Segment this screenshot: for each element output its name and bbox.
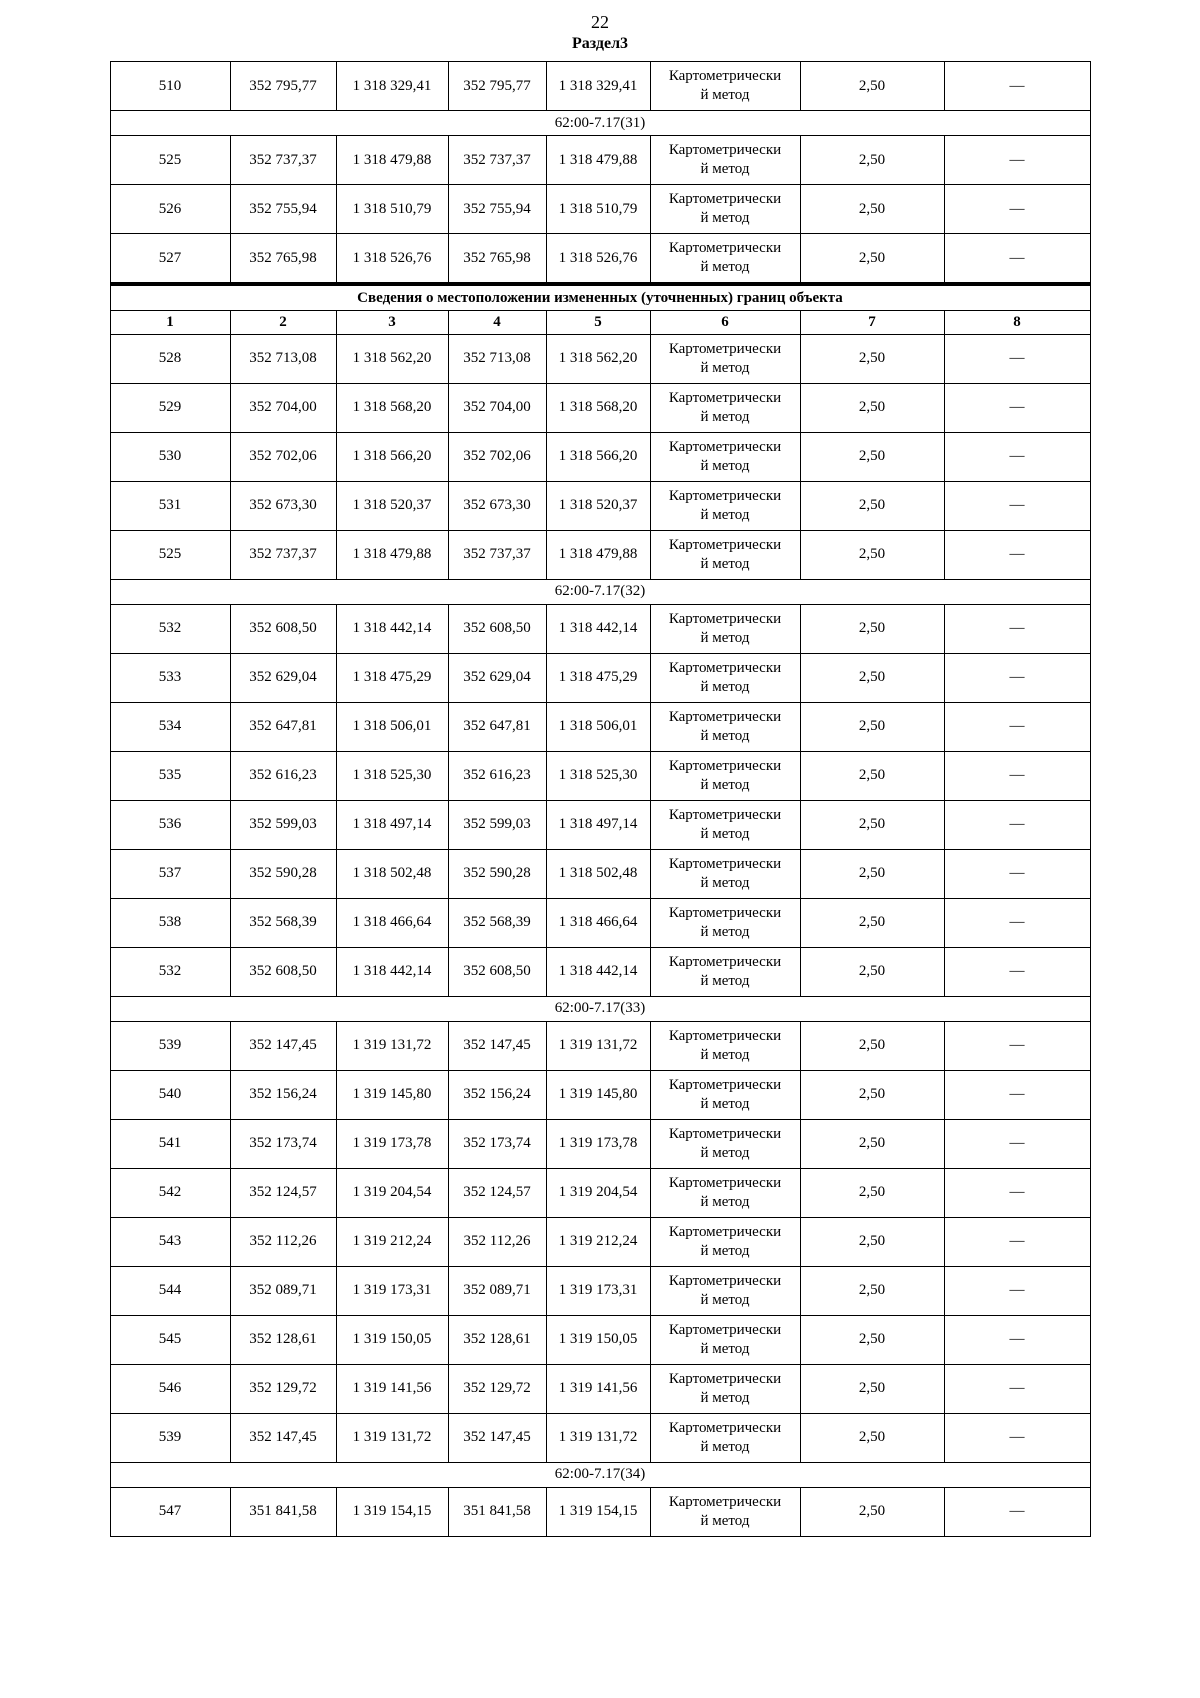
table-row — [110, 1487, 1090, 1536]
table-row — [110, 1217, 1090, 1266]
precision-cell: 2,50 — [800, 849, 944, 898]
x-specified-cell: 351 841,58 — [448, 1487, 546, 1536]
point-number-cell: 544 — [110, 1266, 230, 1315]
method-cell: Картометрически й метод — [650, 1070, 800, 1119]
point-number-cell: 541 — [110, 1119, 230, 1168]
y-existing-cell: 1 318 497,14 — [336, 800, 448, 849]
dash-cell: — — [944, 62, 1090, 111]
method-cell: Картометрически й метод — [650, 751, 800, 800]
x-specified-cell: 352 599,03 — [448, 800, 546, 849]
table-row — [110, 334, 1090, 383]
column-number: 6 — [650, 311, 800, 335]
table-row — [110, 530, 1090, 579]
y-existing-cell: 1 319 204,54 — [336, 1168, 448, 1217]
y-specified-cell: 1 318 525,30 — [546, 751, 650, 800]
table-row — [110, 1119, 1090, 1168]
point-number-cell: 532 — [110, 604, 230, 653]
method-cell: Картометрически й метод — [650, 800, 800, 849]
table-row — [110, 898, 1090, 947]
method-cell: Картометрически й метод — [650, 1364, 800, 1413]
x-existing-cell: 352 704,00 — [230, 383, 336, 432]
y-existing-cell: 1 319 150,05 — [336, 1315, 448, 1364]
column-number: 8 — [944, 311, 1090, 335]
table-row — [110, 1315, 1090, 1364]
midheader-title: Сведения о местоположении измененных (уточненных) границ объекта — [110, 284, 1090, 311]
column-number: 4 — [448, 311, 546, 335]
x-existing-cell: 352 755,94 — [230, 185, 336, 234]
point-number-cell: 510 — [110, 62, 230, 111]
x-specified-cell: 352 128,61 — [448, 1315, 546, 1364]
y-specified-cell: 1 318 497,14 — [546, 800, 650, 849]
x-specified-cell: 352 568,39 — [448, 898, 546, 947]
x-existing-cell: 352 737,37 — [230, 530, 336, 579]
y-existing-cell: 1 318 525,30 — [336, 751, 448, 800]
y-specified-cell: 1 318 566,20 — [546, 432, 650, 481]
section-label: 62:00-7.17(31) — [110, 111, 1090, 136]
y-specified-cell: 1 319 204,54 — [546, 1168, 650, 1217]
method-cell: Картометрически й метод — [650, 947, 800, 996]
point-number-cell: 536 — [110, 800, 230, 849]
method-cell: Картометрически й метод — [650, 481, 800, 530]
point-number-cell: 533 — [110, 653, 230, 702]
y-existing-cell: 1 318 510,79 — [336, 185, 448, 234]
x-specified-cell: 352 629,04 — [448, 653, 546, 702]
precision-cell: 2,50 — [800, 1364, 944, 1413]
x-existing-cell: 352 128,61 — [230, 1315, 336, 1364]
x-specified-cell: 352 647,81 — [448, 702, 546, 751]
point-number-cell: 525 — [110, 530, 230, 579]
precision-cell: 2,50 — [800, 800, 944, 849]
table-row — [110, 432, 1090, 481]
precision-cell: 2,50 — [800, 1119, 944, 1168]
y-specified-cell: 1 318 526,76 — [546, 234, 650, 285]
table-row — [110, 136, 1090, 185]
dash-cell: — — [944, 1315, 1090, 1364]
dash-cell: — — [944, 136, 1090, 185]
y-specified-cell: 1 319 173,78 — [546, 1119, 650, 1168]
y-existing-cell: 1 319 212,24 — [336, 1217, 448, 1266]
precision-cell: 2,50 — [800, 1487, 944, 1536]
precision-cell: 2,50 — [800, 234, 944, 285]
y-specified-cell: 1 318 442,14 — [546, 947, 650, 996]
dash-cell: — — [944, 1119, 1090, 1168]
x-specified-cell: 352 755,94 — [448, 185, 546, 234]
x-existing-cell: 352 129,72 — [230, 1364, 336, 1413]
section-row — [110, 579, 1090, 604]
column-number: 1 — [110, 311, 230, 335]
method-cell: Картометрически й метод — [650, 1168, 800, 1217]
dash-cell: — — [944, 530, 1090, 579]
point-number-cell: 539 — [110, 1413, 230, 1462]
dash-cell: — — [944, 898, 1090, 947]
method-cell: Картометрически й метод — [650, 1413, 800, 1462]
y-existing-cell: 1 319 173,78 — [336, 1119, 448, 1168]
method-cell: Картометрически й метод — [650, 432, 800, 481]
coordinates-table-body — [110, 62, 1090, 1537]
table-row — [110, 751, 1090, 800]
y-specified-cell: 1 319 150,05 — [546, 1315, 650, 1364]
x-existing-cell: 352 702,06 — [230, 432, 336, 481]
precision-cell: 2,50 — [800, 702, 944, 751]
y-existing-cell: 1 318 475,29 — [336, 653, 448, 702]
table-row — [110, 1266, 1090, 1315]
y-existing-cell: 1 319 131,72 — [336, 1021, 448, 1070]
column-number: 7 — [800, 311, 944, 335]
point-number-cell: 525 — [110, 136, 230, 185]
column-number: 2 — [230, 311, 336, 335]
x-specified-cell: 352 147,45 — [448, 1021, 546, 1070]
y-existing-cell: 1 319 145,80 — [336, 1070, 448, 1119]
y-specified-cell: 1 318 442,14 — [546, 604, 650, 653]
y-specified-cell: 1 319 131,72 — [546, 1021, 650, 1070]
x-specified-cell: 352 129,72 — [448, 1364, 546, 1413]
section-row — [110, 111, 1090, 136]
x-existing-cell: 351 841,58 — [230, 1487, 336, 1536]
method-cell: Картометрически й метод — [650, 898, 800, 947]
x-existing-cell: 352 713,08 — [230, 334, 336, 383]
dash-cell: — — [944, 604, 1090, 653]
table-row — [110, 1070, 1090, 1119]
table-row — [110, 653, 1090, 702]
point-number-cell: 530 — [110, 432, 230, 481]
method-cell: Картометрически й метод — [650, 1021, 800, 1070]
y-specified-cell: 1 319 131,72 — [546, 1413, 650, 1462]
precision-cell: 2,50 — [800, 1413, 944, 1462]
precision-cell: 2,50 — [800, 1070, 944, 1119]
x-existing-cell: 352 795,77 — [230, 62, 336, 111]
y-specified-cell: 1 319 173,31 — [546, 1266, 650, 1315]
x-existing-cell: 352 673,30 — [230, 481, 336, 530]
section-title: Раздел3 — [571, 35, 629, 52]
dash-cell: — — [944, 1021, 1090, 1070]
dash-cell: — — [944, 1364, 1090, 1413]
dash-cell: — — [944, 702, 1090, 751]
dash-cell: — — [944, 1217, 1090, 1266]
point-number-cell: 528 — [110, 334, 230, 383]
y-existing-cell: 1 318 562,20 — [336, 334, 448, 383]
precision-cell: 2,50 — [800, 1021, 944, 1070]
precision-cell: 2,50 — [800, 62, 944, 111]
method-cell: Картометрически й метод — [650, 1487, 800, 1536]
point-number-cell: 532 — [110, 947, 230, 996]
table-row — [110, 383, 1090, 432]
y-specified-cell: 1 318 562,20 — [546, 334, 650, 383]
table-row — [110, 604, 1090, 653]
x-existing-cell: 352 568,39 — [230, 898, 336, 947]
y-specified-cell: 1 318 479,88 — [546, 530, 650, 579]
precision-cell: 2,50 — [800, 1168, 944, 1217]
precision-cell: 2,50 — [800, 136, 944, 185]
dash-cell: — — [944, 1070, 1090, 1119]
page-number: 22 — [591, 12, 609, 32]
x-existing-cell: 352 765,98 — [230, 234, 336, 285]
x-specified-cell: 352 173,74 — [448, 1119, 546, 1168]
y-specified-cell: 1 318 502,48 — [546, 849, 650, 898]
x-existing-cell: 352 156,24 — [230, 1070, 336, 1119]
y-existing-cell: 1 319 173,31 — [336, 1266, 448, 1315]
precision-cell: 2,50 — [800, 185, 944, 234]
x-specified-cell: 352 608,50 — [448, 947, 546, 996]
x-specified-cell: 352 147,45 — [448, 1413, 546, 1462]
point-number-cell: 543 — [110, 1217, 230, 1266]
table-row — [110, 481, 1090, 530]
precision-cell: 2,50 — [800, 1315, 944, 1364]
dash-cell: — — [944, 1487, 1090, 1536]
y-specified-cell: 1 319 154,15 — [546, 1487, 650, 1536]
precision-cell: 2,50 — [800, 898, 944, 947]
precision-cell: 2,50 — [800, 481, 944, 530]
method-cell: Картометрически й метод — [650, 1266, 800, 1315]
y-specified-cell: 1 318 510,79 — [546, 185, 650, 234]
precision-cell: 2,50 — [800, 751, 944, 800]
section-label: 62:00-7.17(32) — [110, 579, 1090, 604]
y-specified-cell: 1 319 212,24 — [546, 1217, 650, 1266]
dash-cell: — — [944, 1168, 1090, 1217]
x-specified-cell: 352 608,50 — [448, 604, 546, 653]
y-specified-cell: 1 318 466,64 — [546, 898, 650, 947]
y-specified-cell: 1 318 475,29 — [546, 653, 650, 702]
midheader-row — [110, 284, 1090, 311]
y-specified-cell: 1 318 520,37 — [546, 481, 650, 530]
x-existing-cell: 352 608,50 — [230, 604, 336, 653]
y-existing-cell: 1 318 479,88 — [336, 136, 448, 185]
table-row — [110, 1021, 1090, 1070]
y-existing-cell: 1 318 466,64 — [336, 898, 448, 947]
point-number-cell: 526 — [110, 185, 230, 234]
y-existing-cell: 1 318 479,88 — [336, 530, 448, 579]
x-specified-cell: 352 673,30 — [448, 481, 546, 530]
column-number: 5 — [546, 311, 650, 335]
y-existing-cell: 1 318 566,20 — [336, 432, 448, 481]
y-existing-cell: 1 319 141,56 — [336, 1364, 448, 1413]
point-number-cell: 542 — [110, 1168, 230, 1217]
precision-cell: 2,50 — [800, 947, 944, 996]
table-row — [110, 800, 1090, 849]
table-row — [110, 185, 1090, 234]
x-existing-cell: 352 647,81 — [230, 702, 336, 751]
table-row — [110, 947, 1090, 996]
table-row — [110, 1168, 1090, 1217]
x-existing-cell: 352 173,74 — [230, 1119, 336, 1168]
method-cell: Картометрически й метод — [650, 136, 800, 185]
x-existing-cell: 352 112,26 — [230, 1217, 336, 1266]
x-specified-cell: 352 795,77 — [448, 62, 546, 111]
precision-cell: 2,50 — [800, 383, 944, 432]
dash-cell: — — [944, 234, 1090, 285]
x-specified-cell: 352 737,37 — [448, 136, 546, 185]
precision-cell: 2,50 — [800, 530, 944, 579]
method-cell: Картометрически й метод — [650, 234, 800, 285]
x-existing-cell: 352 608,50 — [230, 947, 336, 996]
point-number-cell: 540 — [110, 1070, 230, 1119]
column-number: 3 — [336, 311, 448, 335]
dash-cell: — — [944, 1266, 1090, 1315]
method-cell: Картометрически й метод — [650, 334, 800, 383]
x-existing-cell: 352 599,03 — [230, 800, 336, 849]
method-cell: Картометрически й метод — [650, 849, 800, 898]
y-existing-cell: 1 318 526,76 — [336, 234, 448, 285]
coordinates-table — [110, 61, 1091, 1537]
section-row — [110, 1462, 1090, 1487]
x-existing-cell: 352 147,45 — [230, 1413, 336, 1462]
x-specified-cell: 352 156,24 — [448, 1070, 546, 1119]
dash-cell: — — [944, 849, 1090, 898]
dash-cell: — — [944, 185, 1090, 234]
y-existing-cell: 1 318 502,48 — [336, 849, 448, 898]
method-cell: Картометрически й метод — [650, 1315, 800, 1364]
y-existing-cell: 1 318 442,14 — [336, 947, 448, 996]
method-cell: Картометрически й метод — [650, 653, 800, 702]
x-specified-cell: 352 590,28 — [448, 849, 546, 898]
y-specified-cell: 1 318 568,20 — [546, 383, 650, 432]
x-specified-cell: 352 089,71 — [448, 1266, 546, 1315]
dash-cell: — — [944, 947, 1090, 996]
precision-cell: 2,50 — [800, 1217, 944, 1266]
y-specified-cell: 1 319 141,56 — [546, 1364, 650, 1413]
x-existing-cell: 352 629,04 — [230, 653, 336, 702]
y-existing-cell: 1 319 154,15 — [336, 1487, 448, 1536]
precision-cell: 2,50 — [800, 604, 944, 653]
point-number-cell: 535 — [110, 751, 230, 800]
x-existing-cell: 352 147,45 — [230, 1021, 336, 1070]
dash-cell: — — [944, 800, 1090, 849]
method-cell: Картометрически й метод — [650, 62, 800, 111]
y-specified-cell: 1 318 329,41 — [546, 62, 650, 111]
y-specified-cell: 1 318 506,01 — [546, 702, 650, 751]
y-existing-cell: 1 318 506,01 — [336, 702, 448, 751]
table-row — [110, 849, 1090, 898]
dash-cell: — — [944, 751, 1090, 800]
dash-cell: — — [944, 334, 1090, 383]
point-number-cell: 534 — [110, 702, 230, 751]
point-number-cell: 527 — [110, 234, 230, 285]
x-specified-cell: 352 124,57 — [448, 1168, 546, 1217]
table-row — [110, 62, 1090, 111]
dash-cell: — — [944, 383, 1090, 432]
section-row — [110, 996, 1090, 1021]
point-number-cell: 537 — [110, 849, 230, 898]
table-row — [110, 702, 1090, 751]
precision-cell: 2,50 — [800, 334, 944, 383]
section-label: 62:00-7.17(34) — [110, 1462, 1090, 1487]
column-numbers-row — [110, 311, 1090, 335]
y-specified-cell: 1 318 479,88 — [546, 136, 650, 185]
method-cell: Картометрически й метод — [650, 383, 800, 432]
method-cell: Картометрически й метод — [650, 185, 800, 234]
table-row — [110, 234, 1090, 285]
x-specified-cell: 352 702,06 — [448, 432, 546, 481]
x-existing-cell: 352 124,57 — [230, 1168, 336, 1217]
x-specified-cell: 352 765,98 — [448, 234, 546, 285]
table-row — [110, 1413, 1090, 1462]
point-number-cell: 546 — [110, 1364, 230, 1413]
x-existing-cell: 352 737,37 — [230, 136, 336, 185]
dash-cell: — — [944, 432, 1090, 481]
precision-cell: 2,50 — [800, 1266, 944, 1315]
point-number-cell: 531 — [110, 481, 230, 530]
point-number-cell: 539 — [110, 1021, 230, 1070]
dash-cell: — — [944, 481, 1090, 530]
method-cell: Картометрически й метод — [650, 604, 800, 653]
x-specified-cell: 352 713,08 — [448, 334, 546, 383]
dash-cell: — — [944, 653, 1090, 702]
x-specified-cell: 352 112,26 — [448, 1217, 546, 1266]
method-cell: Картометрически й метод — [650, 702, 800, 751]
x-existing-cell: 352 089,71 — [230, 1266, 336, 1315]
point-number-cell: 529 — [110, 383, 230, 432]
point-number-cell: 545 — [110, 1315, 230, 1364]
x-specified-cell: 352 737,37 — [448, 530, 546, 579]
precision-cell: 2,50 — [800, 432, 944, 481]
y-existing-cell: 1 318 329,41 — [336, 62, 448, 111]
method-cell: Картометрически й метод — [650, 1217, 800, 1266]
point-number-cell: 538 — [110, 898, 230, 947]
method-cell: Картометрически й метод — [650, 530, 800, 579]
x-existing-cell: 352 590,28 — [230, 849, 336, 898]
y-existing-cell: 1 318 568,20 — [336, 383, 448, 432]
x-specified-cell: 352 616,23 — [448, 751, 546, 800]
y-existing-cell: 1 318 442,14 — [336, 604, 448, 653]
section-label: 62:00-7.17(33) — [110, 996, 1090, 1021]
y-existing-cell: 1 319 131,72 — [336, 1413, 448, 1462]
x-specified-cell: 352 704,00 — [448, 383, 546, 432]
method-cell: Картометрически й метод — [650, 1119, 800, 1168]
y-specified-cell: 1 319 145,80 — [546, 1070, 650, 1119]
precision-cell: 2,50 — [800, 653, 944, 702]
table-row — [110, 1364, 1090, 1413]
y-existing-cell: 1 318 520,37 — [336, 481, 448, 530]
dash-cell: — — [944, 1413, 1090, 1462]
point-number-cell: 547 — [110, 1487, 230, 1536]
x-existing-cell: 352 616,23 — [230, 751, 336, 800]
